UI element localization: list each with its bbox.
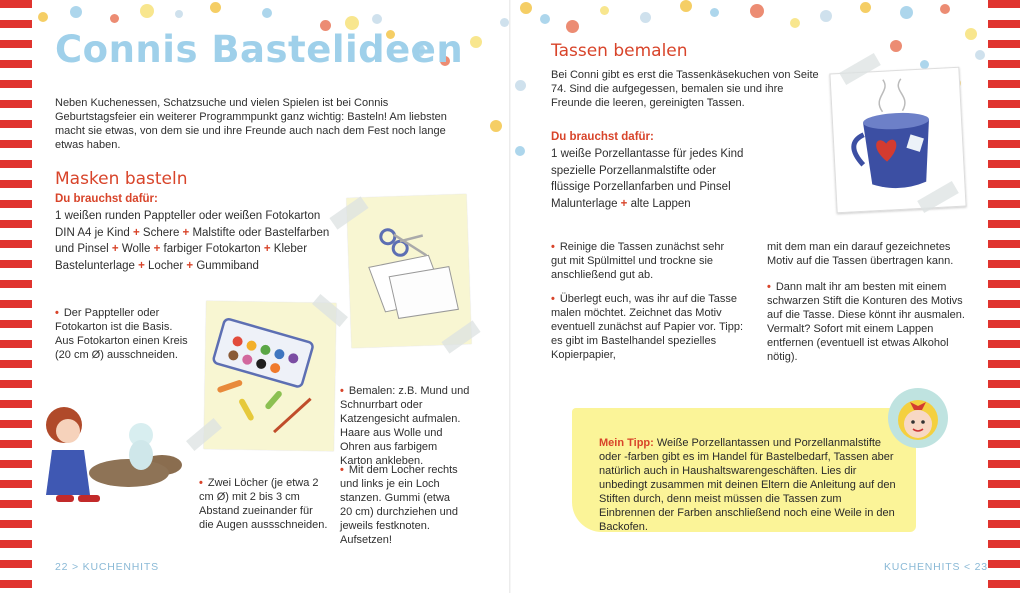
material-item: spezielle Porzellanmalstifte oder <box>551 164 716 177</box>
confetti-dot <box>640 12 651 23</box>
confetti-dot <box>975 50 985 60</box>
material-item: flüssige Porzellanfarben und Pinsel <box>551 181 731 193</box>
conni-child-illustration <box>34 395 184 515</box>
materials-line <box>55 241 355 258</box>
confetti-dot <box>940 4 950 14</box>
material-item: Bastelunterlage <box>55 259 135 272</box>
confetti-dot <box>140 4 154 18</box>
right-stripe-border <box>988 0 1020 593</box>
confetti-dot <box>515 146 525 156</box>
materials-line <box>551 146 811 163</box>
materials-line <box>55 225 355 242</box>
confetti-dot <box>70 6 82 18</box>
tip-text <box>599 436 899 534</box>
page-title: Connis Bastelideen <box>55 28 464 71</box>
intro-text-left: Neben Kuchenessen, Schatzsuche und vielen Spielen ist bei Connis Geburtstagsfeier ein weiterer Programmpunkt ganz wichtig: Basteln! Am liebsten macht sie etwas, von dem sie und ihre Freunde auch nach dem Fest noch lange etwas haben. <box>55 97 447 151</box>
confetti-dot <box>820 10 832 22</box>
footer-left: 22 > KUCHENHITS <box>55 561 159 573</box>
plus-separator: + <box>260 243 274 255</box>
material-item: farbiger Fotokarton <box>163 243 261 255</box>
mug-step-1: • Reinige die Tassen zunächst sehr gut mit Spülmittel und trockne sie anschließend gut ab. <box>551 240 741 282</box>
intro-text-right: Bei Conni gibt es erst die Tassenkäsekuchen von Seite 74. Sind die aufgegessen, bemalen sie und ihre Freunde die leeren, gereinigten Tassen. <box>551 69 819 109</box>
footer-right: KUCHENHITS < 23 <box>884 561 988 573</box>
paint-box-icon <box>204 301 337 451</box>
plus-separator: + <box>134 259 149 272</box>
mask-step-2: • Bemalen: z.B. Mund und Schnurrbart oder Katzengesicht aufmalen. Haare aus Wolle und Ohren aus farbigem Karton ankleben. <box>340 384 470 468</box>
confetti-dot <box>490 120 502 132</box>
plus-separator: + <box>108 243 122 255</box>
confetti-dot <box>680 0 692 12</box>
confetti-dot <box>175 10 183 18</box>
material-item: 1 weißen runden Pappteller oder weißen Fotokarton <box>55 210 321 222</box>
need-label-right: Du brauchst dafür: <box>551 131 654 143</box>
materials-line <box>55 258 355 275</box>
confetti-dot <box>965 28 977 40</box>
scissors-paper-illustration <box>346 194 471 348</box>
confetti-dot <box>210 2 221 13</box>
confetti-dot <box>860 2 871 13</box>
confetti-dot <box>900 6 913 19</box>
confetti-dot <box>790 18 800 28</box>
conni-face-icon <box>888 388 948 448</box>
confetti-dot <box>262 8 272 18</box>
plus-separator: + <box>179 226 193 239</box>
material-item: alte Lappen <box>630 197 691 210</box>
material-item: Malunterlage <box>551 197 618 210</box>
material-item: Wolle <box>121 243 151 255</box>
conni-avatar <box>888 388 948 448</box>
confetti-dot <box>515 80 526 91</box>
materials-list-right <box>551 146 811 212</box>
material-item: Gummiband <box>196 259 259 272</box>
left-stripe-border <box>0 0 32 593</box>
confetti-dot <box>470 36 482 48</box>
material-item: DIN A4 je Kind <box>55 226 130 239</box>
confetti-dot <box>566 20 579 33</box>
confetti-dot <box>110 14 119 23</box>
mug-step-2-continued: mit dem man ein darauf gezeichnetes Motiv auf die Tassen übertragen kann. <box>767 241 954 267</box>
paint-box-illustration <box>204 301 337 451</box>
mask-step-4: • Mit dem Locher rechts und links je ein Loch stanzen. Gummi (etwa 20 cm) durchziehen und jeweils festknoten. Aufsetzen! <box>340 463 465 547</box>
materials-list-left <box>55 208 355 274</box>
mug-step-3: • Dann malt ihr am besten mit einem schwarzen Stift die Konturen des Motivs auf die Tasse. Diese könnt ihr ausmalen. Vermalt? Sofort mit einem Lappen entfernen (eventuell ist etwas Alkohol nötig). <box>767 280 967 364</box>
plus-separator: + <box>129 226 143 239</box>
confetti-dot <box>600 6 609 15</box>
materials-line <box>551 179 811 196</box>
material-item: Malstifte oder Bastelfarben <box>192 226 330 239</box>
confetti-dot <box>540 14 550 24</box>
material-item: Schere <box>142 226 180 239</box>
mug-step-2: • Überlegt euch, was ihr auf die Tasse malen möchtet. Zeichnet das Motiv eventuell zunächst auf Papier vor. Tipp: es gibt im Bastelhandel spezielles Kopierpapier, <box>551 292 747 362</box>
material-item: Kleber <box>273 243 308 255</box>
material-item: 1 weiße Porzellantasse für jedes Kind <box>551 148 744 160</box>
plus-separator: + <box>617 197 631 210</box>
section-heading-masks: Masken basteln <box>55 169 188 189</box>
confetti-dot <box>890 40 902 52</box>
confetti-dot <box>750 4 764 18</box>
plus-separator: + <box>150 243 164 255</box>
plus-separator: + <box>183 259 197 272</box>
tip-body: Weiße Porzellantassen und Porzellanmalstifte oder -farben gibt es im Handel für Bastelbedarf, Tassen aber natürlich auch in Haushaltswarengeschäften. Lies dir unbedingt zusammen mit deinen Eltern die Anleitung auf den Stiften durch, denn meist müssen die Tassen zum Einbrennen der Farben anschließend noch eine Weile in den Backofen. <box>599 437 896 533</box>
confetti-dot <box>38 12 48 22</box>
material-item: und Pinsel <box>55 243 109 255</box>
child-with-toy-icon <box>34 395 184 515</box>
book-gutter <box>509 0 511 593</box>
materials-line <box>55 208 355 225</box>
materials-line <box>551 196 811 213</box>
material-item: Locher <box>148 259 184 272</box>
confetti-dot <box>520 2 532 14</box>
mask-step-3: • Zwei Löcher (je etwa 2 cm Ø) mit 2 bis 3 cm Abstand zueinander für die Augen aussschneiden. <box>199 476 329 532</box>
scissors-icon <box>346 194 471 348</box>
confetti-dot <box>500 18 509 27</box>
materials-line <box>551 163 811 180</box>
confetti-dot <box>372 14 382 24</box>
confetti-dot <box>710 8 719 17</box>
need-label-left: Du brauchst dafür: <box>55 193 158 205</box>
mask-step-1: • Der Pappteller oder Fotokarton ist die Basis. Aus Fotokarton einen Kreis (20 cm Ø) ausschneiden. <box>55 306 190 362</box>
section-heading-mugs: Tassen bemalen <box>551 41 688 61</box>
tip-label: Mein Tipp: <box>599 437 654 449</box>
